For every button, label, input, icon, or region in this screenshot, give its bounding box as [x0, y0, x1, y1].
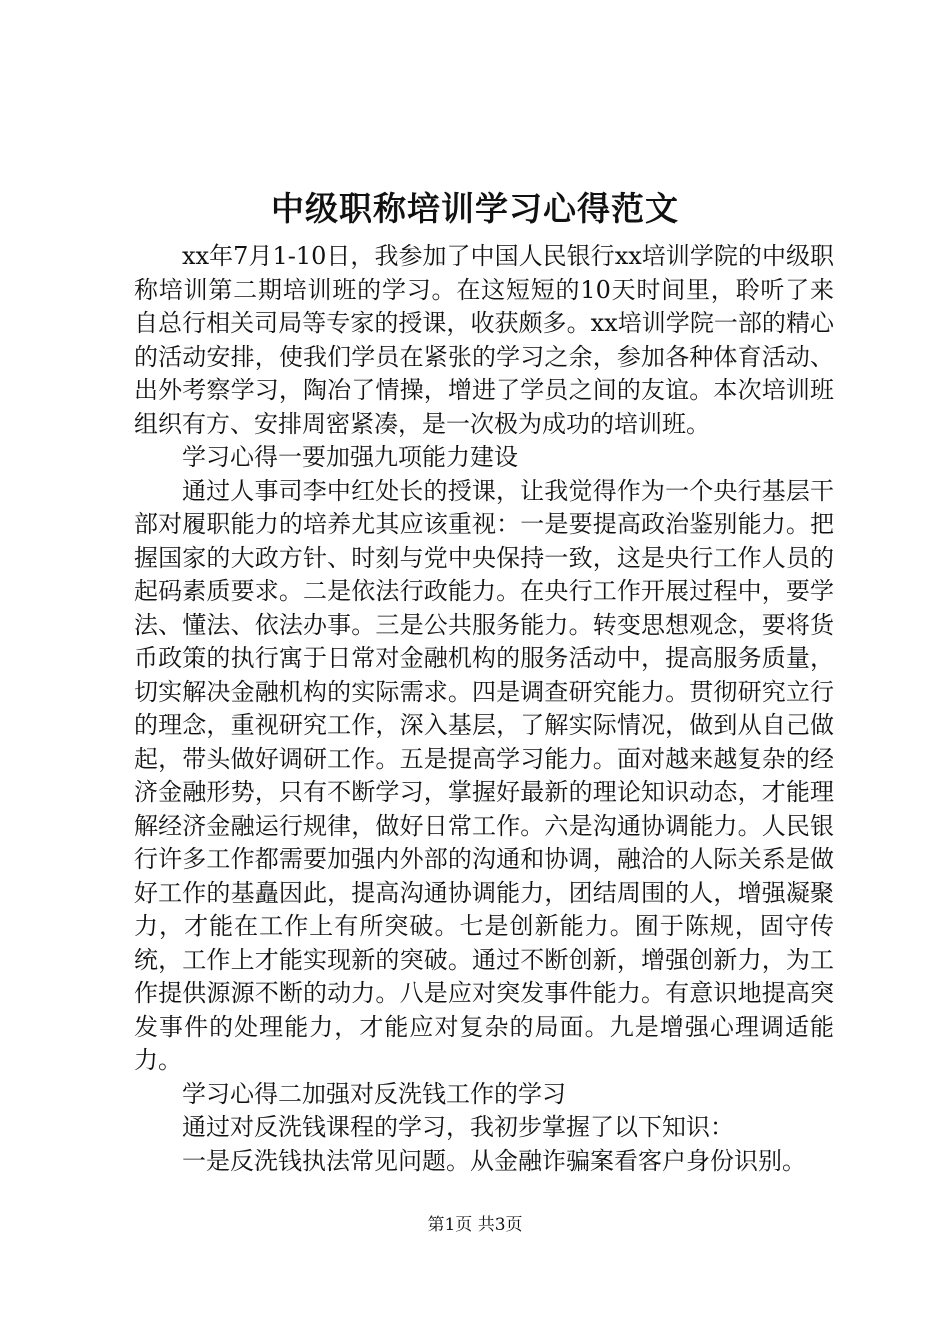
- page-footer: 第1页 共3页: [427, 1215, 523, 1235]
- paragraph-nine-abilities: 通过人事司李中红处长的授课，让我觉得作为一个央行基层干部对履职能力的培养尤其应该重视：一是要提高政治鉴别能力。把握国家的大政方针、时刻与党中央保持一致，这是央行工作人员的起码素质要求。二是依法行政能力。在央行工作开展过程中，要学法、懂法、依法办事。三是公共服务能力。转变思想观念，要将货币政策的执行寓于日常对金融机构的服务活动中，提高服务质量，切实解决金融机构的实际需求。四是调查研究能力。贯彻研究立行的理念，重视研究工作，深入基层，了解实际情况，做到从自己做起，带头做好调研工作。五是提高学习能力。面对越来越复杂的经济金融形势，只有不断学习，掌握好最新的理论知识动态，才能理解经济金融运行规律，做好日常工作。六是沟通协调能力。人民银行许多工作都需要加强内外部的沟通和协调，融洽的人际关系是做好工作的基矗因此，提高沟通协调能力，团结周围的人，增强凝聚力，才能在工作上有所突破。七是创新能力。囿于陈规，固守传统，工作上才能实现新的突破。通过不断创新，增强创新力，为工作提供源源不断的动力。八是应对突发事件能力。有意识地提高突发事件的处理能力，才能应对复杂的局面。九是增强心理调适能力。: [134, 476, 834, 1074]
- document-title: 中级职称培训学习心得范文: [271, 189, 679, 228]
- paragraph-aml-point-1: 一是反洗钱执法常见问题。从金融诈骗案看客户身份识别。: [182, 1146, 806, 1175]
- paragraph-aml-intro: 通过对反洗钱课程的学习，我初步掌握了以下知识：: [182, 1113, 734, 1141]
- section-heading-2: 学习心得二加强对反洗钱工作的学习: [182, 1079, 566, 1108]
- section-heading-1: 学习心得一要加强九项能力建设: [182, 443, 518, 471]
- paragraph-intro: xx年7月1-10日，我参加了中国人民银行xx培训学院的中级职称培训第二期培训班的学习。在这短短的10天时间里，聆听了来自总行相关司局等专家的授课，收获颇多。xx培训学院一部的精心的活动安排，使我们学员在紧张的学习之余，参加各种体育活动、出外考察学习，陶冶了情操，增进了学员之间的友谊。本次培训班组织有方、安排周密紧凑，是一次极为成功的培训班。: [134, 242, 834, 438]
- document-body: [134, 240, 834, 1178]
